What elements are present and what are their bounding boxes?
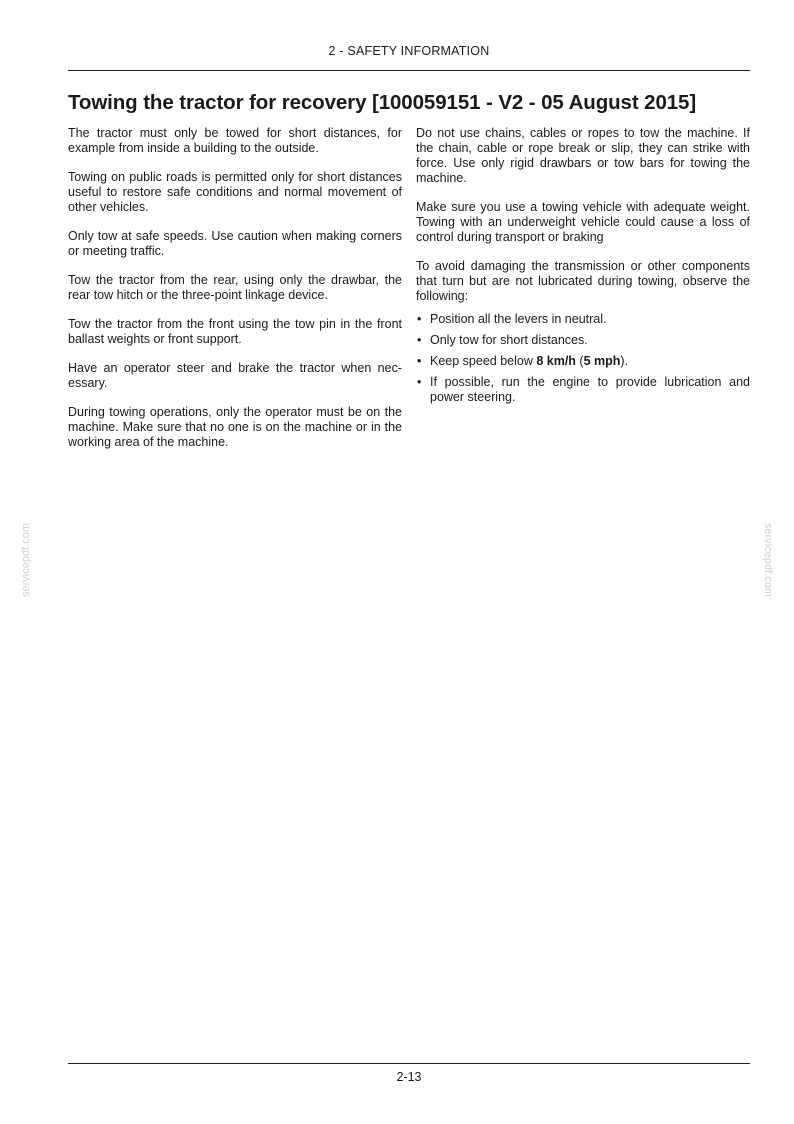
speed-open-paren: (	[575, 354, 584, 368]
paragraph-operator-steer: Have an operator steer and brake the tractor when necessary.	[68, 361, 402, 390]
paragraph-no-chains: Do not use chains, cables or ropes to tow the machine. If the chain, cable or rope break or slip, they can strike with force. Use only rigid drawbars or tow bars for towing the machine.	[416, 126, 750, 185]
bullet-icon: •	[417, 333, 422, 347]
section-header: 2 - SAFETY INFORMATION	[328, 44, 490, 58]
bullet-icon: •	[417, 375, 422, 389]
header-divider	[68, 70, 750, 71]
paragraph-tow-front: Tow the tractor from the front using the tow pin in the front ballast weights or front support.	[68, 317, 402, 346]
list-item-text	[430, 354, 628, 368]
footer-divider	[68, 1063, 750, 1064]
paragraph-towing-vehicle-weight: Make sure you use a towing vehicle with adequate weight. Towing with an underweight vehicle could cause a loss of control during transport or braking	[416, 200, 750, 244]
speed-mph: 5 mph	[583, 354, 621, 368]
speed-suffix: ).	[620, 354, 629, 368]
list-item-text: Position all the levers in neutral.	[430, 312, 607, 326]
paragraph-public-roads: Towing on public roads is permitted only for short distances useful to restore safe conditions and normal movement of other vehicles.	[68, 170, 402, 214]
list-item-text: Only tow for short distances.	[430, 333, 588, 347]
list-item	[416, 375, 750, 405]
page-title: Towing the tractor for recovery [100059151 - V2 - 05 August 2015]	[68, 91, 697, 114]
right-column	[416, 126, 750, 411]
list-item	[416, 333, 750, 348]
speed-prefix: Keep speed below	[430, 354, 537, 368]
page-number: 2-13	[396, 1070, 422, 1084]
bullet-icon: •	[417, 354, 422, 368]
left-column	[68, 126, 402, 464]
towing-checklist	[416, 312, 750, 405]
paragraph-short-distance: The tractor must only be towed for short distances, for example from inside a building to the outside.	[68, 126, 402, 155]
paragraph-operator-only: During towing operations, only the operator must be on the machine. Make sure that no one is on the machine or in the working area of the machine.	[68, 405, 402, 449]
list-item	[416, 354, 750, 369]
paragraph-tow-rear: Tow the tractor from the rear, using only the drawbar, the rear tow hitch or the three-point linkage device.	[68, 273, 402, 302]
watermark-left: servicepdf.com	[20, 523, 32, 597]
paragraph-safe-speeds: Only tow at safe speeds. Use caution when making corners or meeting traffic.	[68, 229, 402, 258]
paragraph-avoid-damage: To avoid damaging the transmission or other components that turn but are not lubricated during towing, observe the following:	[416, 259, 750, 303]
list-item	[416, 312, 750, 327]
watermark-right: servicepdf.com	[762, 523, 774, 597]
list-item-text: If possible, run the engine to provide lubrication and power steering.	[430, 375, 750, 404]
speed-kmh: 8 km/h	[536, 354, 576, 368]
bullet-icon: •	[417, 312, 422, 326]
